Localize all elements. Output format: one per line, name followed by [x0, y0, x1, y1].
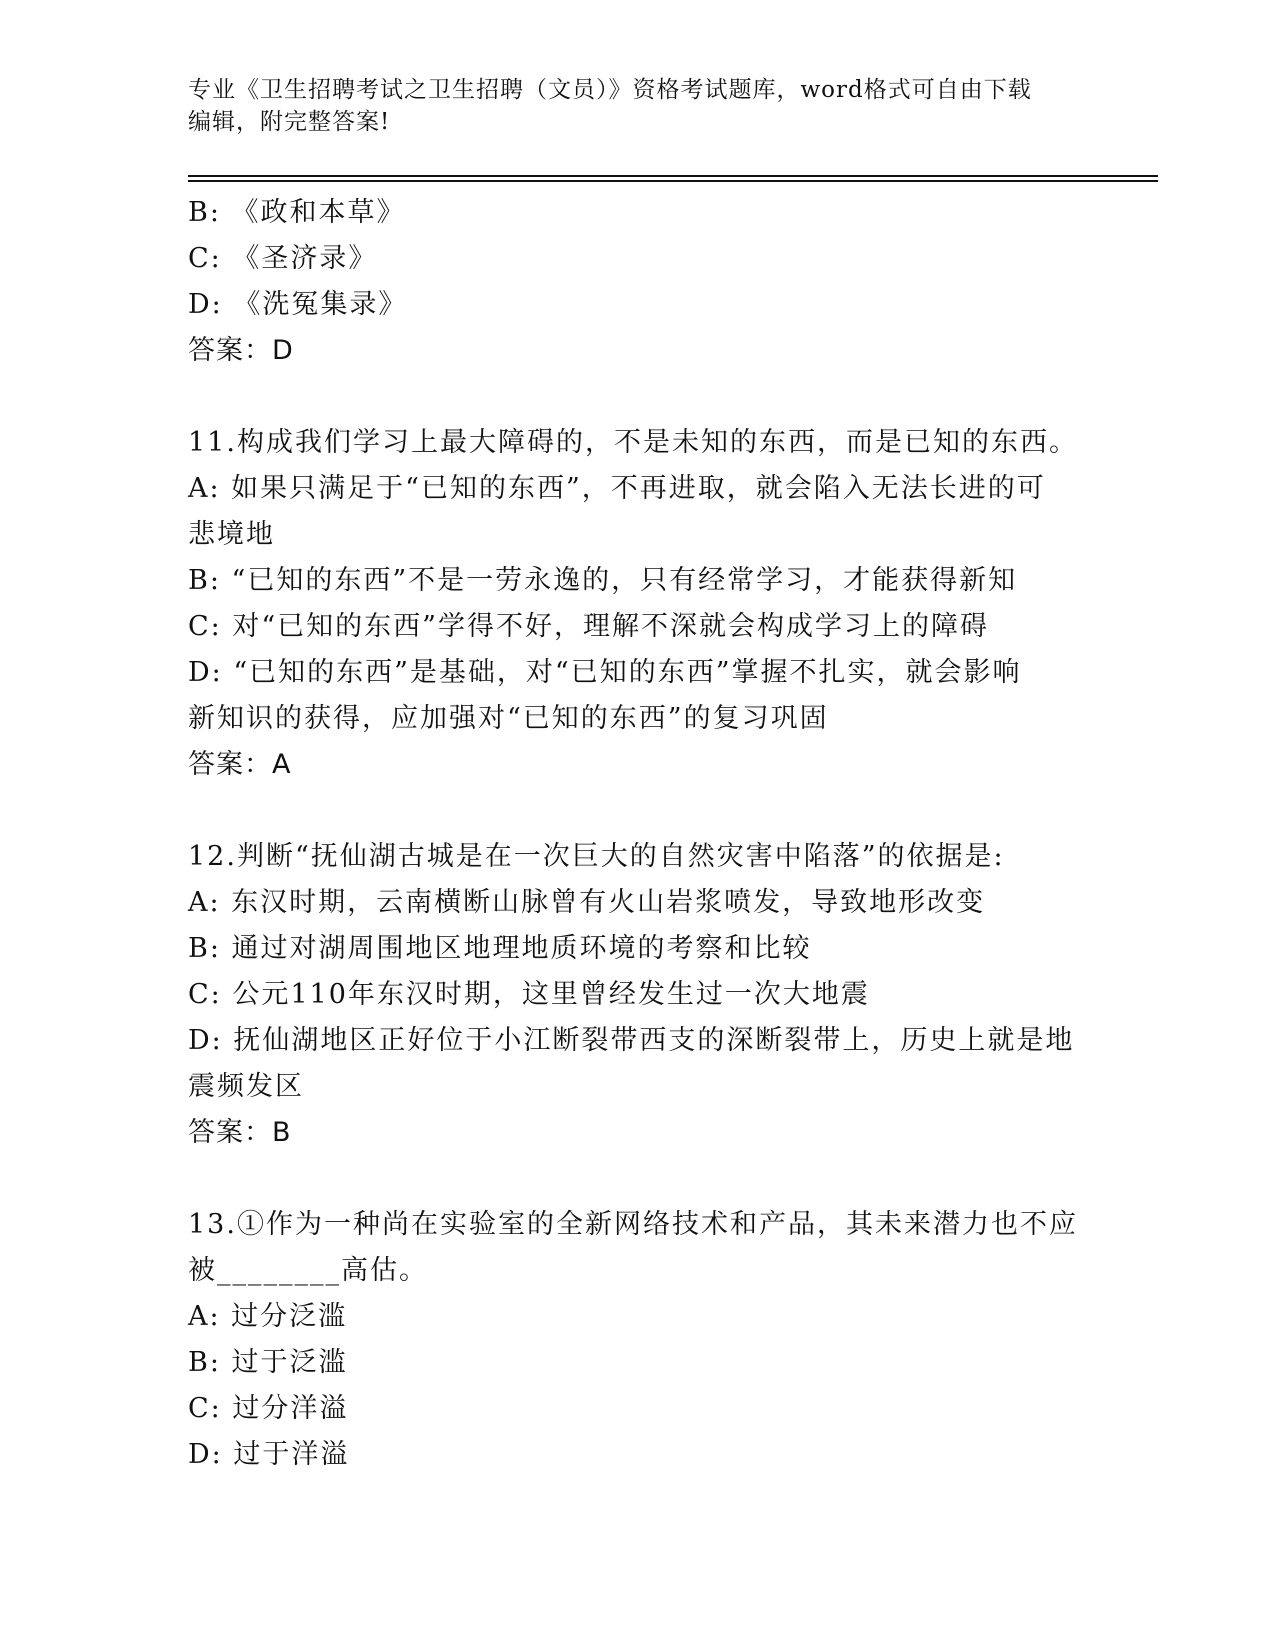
header-line-1: 专业《卫生招聘考试之卫生招聘（文员）》资格考试题库，word格式可自由下载 — [188, 77, 1032, 103]
q13-option-a: A: 过分泛滥 — [188, 1301, 348, 1332]
question-13 — [188, 1202, 1078, 1478]
spacer — [188, 1156, 1068, 1202]
q11-answer: 答案：A — [188, 749, 292, 780]
q10-option-c: C: 《圣济录》 — [188, 243, 378, 274]
q12-option-c: C: 公元110年东汉时期，这里曾经发生过一次大地震 — [188, 979, 870, 1010]
q13-question-line-1: 13.①作为一种尚在实验室的全新网络技术和产品，其未来潜力也不应 — [188, 1209, 1078, 1240]
q11-option-a-line-2: 悲境地 — [188, 519, 275, 550]
q13-option-b: B: 过于泛滥 — [188, 1347, 348, 1378]
header-divider-top — [188, 175, 1158, 177]
spacer — [188, 374, 1068, 420]
q12-option-b: B: 通过对湖周围地区地理地质环境的考察和比较 — [188, 933, 812, 964]
q12-option-d-line-1: D: 抚仙湖地区正好位于小江断裂带西支的深断裂带上，历史上就是地 — [188, 1025, 1075, 1056]
q11-option-b: B: “已知的东西”不是一劳永逸的，只有经常学习，才能获得新知 — [188, 565, 1018, 596]
q11-option-a-line-1: A: 如果只满足于“已知的东西”，不再进取，就会陷入无法长进的可 — [188, 473, 1046, 504]
q10-option-d: D: 《洗冤集录》 — [188, 289, 408, 320]
q12-option-a: A: 东汉时期，云南横断山脉曾有火山岩浆喷发，导致地形改变 — [188, 887, 986, 918]
q10-option-b: B: 《政和本草》 — [188, 197, 406, 228]
question-list — [188, 190, 1078, 1478]
question-12 — [188, 834, 1075, 1156]
q11-option-d-line-1: D: “已知的东西”是基础，对“已知的东西”掌握不扎实，就会影响 — [188, 657, 1022, 688]
q13-question-line-2: 被________高估。 — [188, 1255, 428, 1286]
q12-answer: 答案：B — [188, 1117, 292, 1148]
q13-option-d: D: 过于洋溢 — [188, 1439, 350, 1470]
question-11 — [188, 420, 1078, 788]
document-header — [188, 74, 1068, 138]
q13-option-c: C: 过分洋溢 — [188, 1393, 349, 1424]
q11-option-c: C: 对“已知的东西”学得不好，理解不深就会构成学习上的障碍 — [188, 611, 989, 642]
header-divider-bottom — [188, 180, 1158, 182]
q10-answer: 答案：D — [188, 335, 294, 366]
q11-option-d-line-2: 新知识的获得，应加强对“已知的东西”的复习巩固 — [188, 703, 829, 734]
q11-question: 11.构成我们学习上最大障碍的，不是未知的东西，而是已知的东西。 — [188, 427, 1078, 458]
spacer — [188, 788, 1068, 834]
header-line-2: 编辑，附完整答案! — [188, 109, 391, 135]
question-10 — [188, 190, 1068, 374]
q12-question: 12.判断“抚仙湖古城是在一次巨大的自然灾害中陷落”的依据是: — [188, 841, 1005, 872]
q12-option-d-line-2: 震频发区 — [188, 1071, 304, 1102]
